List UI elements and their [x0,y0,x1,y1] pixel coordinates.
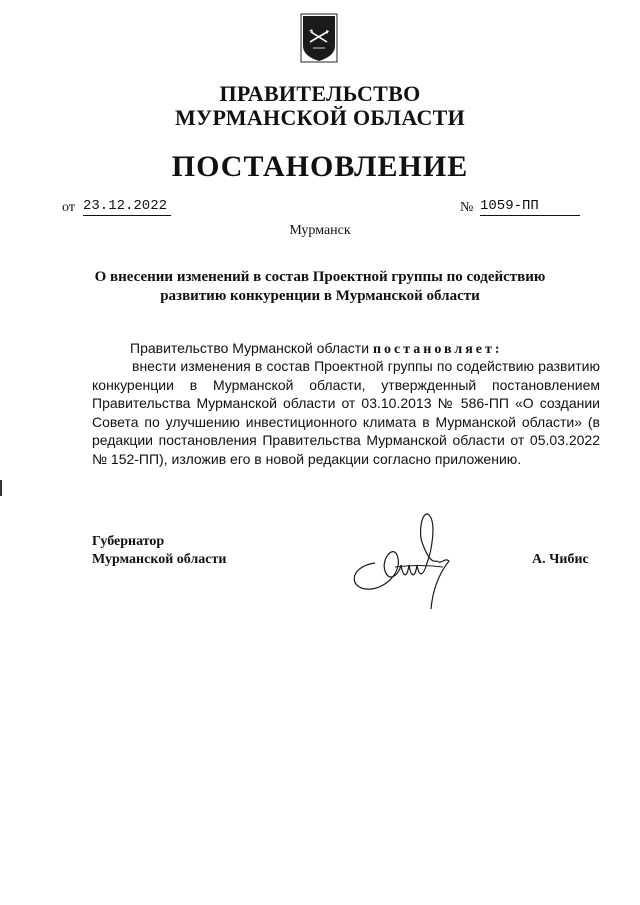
preamble-verb: постановляет: [372,342,503,357]
handwritten-signature [345,505,465,625]
resolution-body: внести изменения в состав Проектной группы по содействию развитию конкуренции в Мурманской области, утвержденный постановлением Правительства Мурманской области от 03.10.2013 № 586-ПП «О создании Совета по улучшению инвестиционного климата в Мурманской области» (в редакции постановления Правительства Мурманской области от 05.03.2022 № 152-ПП), изложив его в новой редакции согласно приложению. [92,358,600,467]
document-date: 23.12.2022 [83,197,171,216]
document-number: 1059-ПП [480,197,580,216]
document-title: О внесении изменений в состав Проектной группы по содействию развитию конкуренции в Мурманской области [94,269,546,304]
date-prefix: от [62,200,75,215]
scan-edge-mark [0,480,2,496]
number-prefix: № [460,200,474,215]
org-name-line2: МУРМАНСКОЙ ОБЛАСТИ [174,105,466,130]
org-name-line1: ПРАВИТЕЛЬСТВО [219,81,421,106]
issue-city: Мурманск [289,223,351,238]
signatory-position [92,533,292,569]
signatory-position-line2: Мурманской области [92,552,227,567]
coat-of-arms-icon [299,12,339,64]
document-type-heading: ПОСТАНОВЛЕНИЕ [171,150,469,183]
preamble [130,339,610,359]
signatory-name: А. Чибис [532,552,589,567]
preamble-lead: Правительство Мурманской области [130,340,370,356]
signatory-position-line1: Губернатор [92,534,165,549]
